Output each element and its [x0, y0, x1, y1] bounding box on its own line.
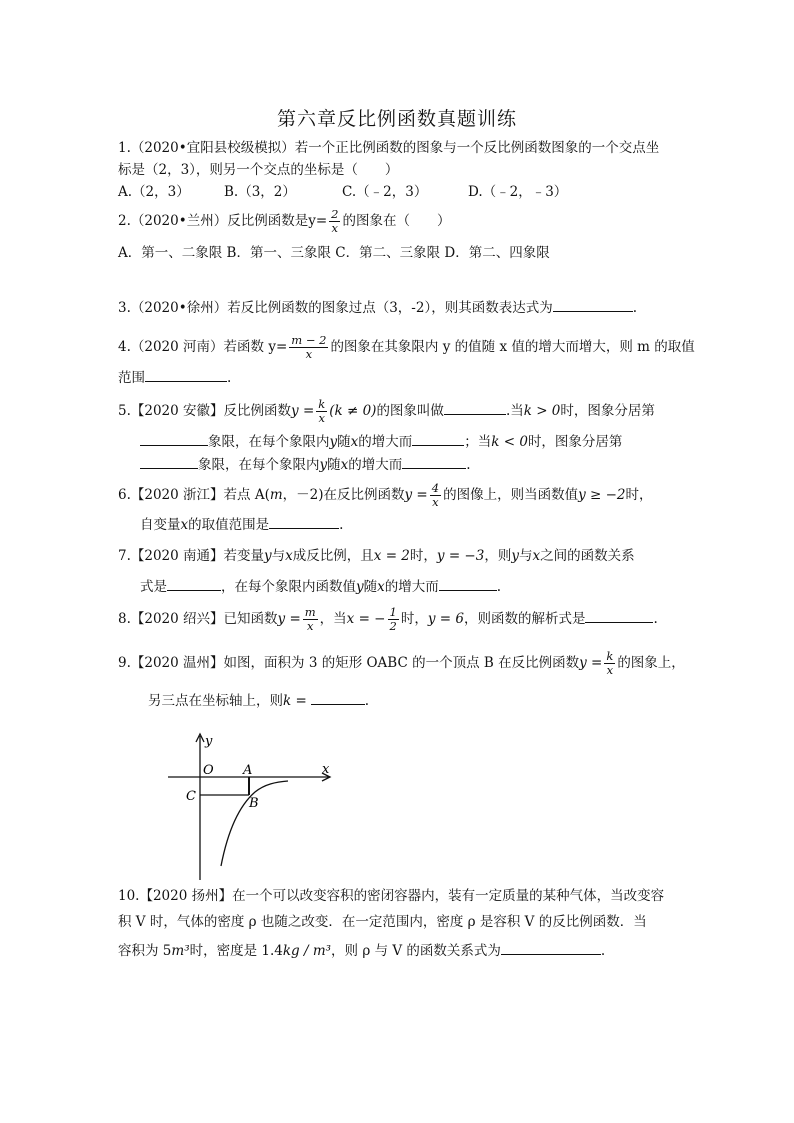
q9-numerator: k [606, 649, 614, 663]
q8-text: 8.【2020 绍兴】已知函数 [118, 611, 278, 627]
q8-line [118, 606, 658, 633]
q5-end: . [466, 457, 471, 473]
q4-range-label: 范围 [118, 370, 145, 386]
q5-text: 5.【2020 安徽】反比例函数 [118, 403, 292, 419]
q1-option-b: B.（3，2） [224, 184, 296, 200]
q2-text: 2.（2020•兰州）反比例函数是y= [118, 213, 328, 229]
q3-end: . [632, 300, 637, 316]
q8-x-eq: x = − [346, 611, 386, 627]
q8-b: 时， [400, 611, 428, 627]
q9-answer-blank[interactable] [311, 690, 365, 705]
q5-k-positive: k > 0 [523, 403, 561, 419]
point-b-label: B [249, 796, 259, 811]
q4-numerator: m − 2 [291, 333, 327, 347]
q7-h: 随 [363, 579, 378, 595]
q8-half-fraction [388, 606, 399, 633]
q8-end: . [653, 611, 658, 627]
q8-y-eq: y = [277, 611, 301, 627]
q5-numerator: k [318, 397, 326, 411]
q1-option-d: D.（﹣2，﹣3） [468, 184, 568, 200]
q9-text: 9.【2020 温州】如图，面积为 3 的矩形 OABC 的一个顶点 B 在反比例函数 [118, 655, 580, 671]
q5-l2a: 象限，在每个象限内 [208, 434, 330, 450]
q6-line1 [118, 482, 653, 509]
q6-line2 [140, 514, 343, 535]
q6-end: . [339, 517, 344, 533]
q6-m: m [269, 487, 283, 503]
q8-fraction [303, 606, 318, 633]
q6-answer-blank[interactable] [269, 514, 339, 529]
q5-l2c: 的增大而 [358, 434, 413, 450]
q5-k-negative: k < 0 [491, 434, 528, 450]
q7-x-cond: x = 2 [373, 548, 410, 564]
q7-g: ，在每个象限内函数值 [221, 579, 356, 595]
q10-l3b: 时，密度是 1.4 [189, 943, 283, 959]
q6-text2: ，－2)在反比例函数 [282, 487, 405, 503]
q10-l3a: 容积为 5 [118, 943, 172, 959]
q2-denominator: x [331, 221, 339, 235]
q5-y-2: y [319, 457, 328, 473]
q7-c: 时， [409, 548, 437, 564]
q8-numerator: m [304, 605, 316, 619]
q7-y-2: y [511, 548, 519, 564]
q5-l2b: 随 [337, 434, 351, 450]
q7-y-3: y [356, 579, 364, 595]
q5-blank-1[interactable] [444, 400, 506, 415]
q1-option-a: A.（2，3） [118, 184, 190, 200]
q7-d: ，则 [484, 548, 512, 564]
q4-text-end: 的图象在其象限内 y 的值随 x 值的增大而增大，则 m 的取值 [330, 339, 695, 355]
q1-line1: 1.（2020•宜阳县校级模拟）若一个正比例函数的图象与一个反比例函数图象的一个交点坐 [118, 140, 660, 156]
q6-line2-text: 自变量 [140, 517, 181, 533]
q5-x: x [350, 434, 359, 450]
q7-x: x [285, 548, 293, 564]
q9-k-eq: k = [283, 693, 307, 709]
q5-l3b: 随 [327, 457, 341, 473]
q10-line2: 积 V 时，气体的密度 ρ 也随之改变．在一定范围内，密度 ρ 是容积 V 的反比例函数．当 [118, 914, 647, 930]
q7-x-2: x [532, 548, 541, 564]
page-title: 第六章反比例函数真题训练 [276, 108, 517, 130]
q5-mid2: .当 [505, 403, 524, 419]
point-c-label: C [186, 789, 196, 804]
q3-text: 3.（2020•徐州）若反比例函数的图象过点（3，-2），则其函数表达式为 [118, 300, 553, 316]
q7-y: y [264, 548, 272, 564]
q7-text: 7.【2020 南通】若变量 [118, 548, 265, 564]
q5-y: y [329, 434, 338, 450]
q8-answer-blank[interactable] [585, 608, 653, 623]
q7-line2 [140, 576, 501, 597]
hyperbola-curve [221, 781, 288, 866]
q5-fraction [316, 398, 327, 425]
q9-line2 [148, 690, 369, 711]
q7-e: 与 [518, 548, 533, 564]
q1-option-c: C.（﹣2，3） [342, 184, 428, 200]
q5-line1 [118, 398, 655, 425]
q8-c: ，则函数的解析式是 [463, 611, 586, 627]
q8-a: ，当 [319, 611, 347, 627]
q5-l3c: 的增大而 [348, 457, 403, 473]
q2-options: A．第一、二象限 B．第一、三象限 C．第二、三象限 D．第二、四象限 [118, 245, 550, 261]
q7-line1 [118, 546, 635, 566]
q9-fraction [604, 650, 615, 677]
q3-line [118, 297, 637, 318]
q5-denominator: x [318, 411, 325, 425]
q4-denominator: x [305, 347, 313, 361]
q2-numerator: 2 [331, 207, 339, 221]
q5-l2d: ；当 [464, 434, 492, 450]
q10-m3: m³ [171, 943, 190, 959]
q9-line2-text: 另三点在坐标轴上，则 [148, 693, 283, 709]
q3-answer-blank[interactable] [553, 297, 633, 312]
q6-numerator: 4 [431, 481, 440, 495]
q4-end: . [227, 370, 232, 386]
q9-denominator: x [606, 663, 614, 677]
q6-x: x [180, 517, 189, 533]
q4-answer-blank[interactable] [145, 367, 227, 382]
q10-end: . [600, 943, 606, 959]
q5-x-2: x [340, 457, 349, 473]
origin-label: O [203, 763, 214, 778]
q8-y-value: y = 6 [427, 611, 464, 627]
q7-y-cond: y = −3 [436, 548, 485, 564]
q5-mid3: 时，图象分居第 [560, 403, 655, 419]
q4-line1 [118, 334, 695, 361]
q10-unit: kg / m³ [282, 943, 332, 959]
q10-answer-blank[interactable] [501, 940, 601, 955]
q10-line3 [118, 940, 605, 961]
q5-l3a: 象限，在每个象限内 [198, 457, 320, 473]
q7-line2-text: 式是 [140, 579, 167, 595]
q7-a: 与 [271, 548, 286, 564]
q6-y-eq: y = [404, 487, 428, 503]
q6-condition: y ≥ −2 [578, 487, 626, 503]
q7-i: 的增大而 [384, 579, 439, 595]
q10-line1: 10.【2020 扬州】在一个可以改变容积的密闭容器内，装有一定质量的某种气体，当改变容 [118, 888, 665, 904]
q5-blank-4[interactable] [140, 454, 198, 469]
q7-blank-2[interactable] [439, 576, 497, 591]
point-a-label: A [243, 763, 253, 778]
q10-l3c: ，则 ρ 与 V 的函数关系式为 [331, 943, 501, 959]
q8-denominator: x [306, 619, 314, 633]
q6-post: 的图像上，则当函数值 [443, 487, 579, 503]
q5-line3 [140, 454, 471, 475]
q1-line2: 标是（2，3），则另一个交点的坐标是（ ） [118, 162, 399, 178]
q9-post: 的图象上， [617, 655, 685, 671]
q7-f: 之间的函数关系 [540, 548, 635, 564]
q4-line2 [118, 367, 231, 388]
q9-end: . [364, 693, 370, 709]
q2-line1 [118, 208, 450, 235]
q6-fraction [430, 482, 441, 509]
q9-y-eq: y = [579, 655, 603, 671]
q5-y-eq: y = [291, 403, 315, 419]
q5-condition: (k ≠ 0) [329, 403, 377, 419]
y-axis-label: y [205, 734, 213, 749]
y-axis-arrow [196, 734, 204, 742]
q2-fraction [329, 208, 340, 235]
q5-blank-5[interactable] [402, 454, 466, 469]
q2-text-end: 的图象在（ ） [342, 213, 451, 229]
x-axis-arrow [322, 773, 330, 781]
q8-half-numerator: 1 [389, 605, 397, 619]
q7-blank-1[interactable] [167, 576, 221, 591]
q5-blank-2[interactable] [140, 431, 208, 446]
x-axis-label: x [322, 762, 330, 777]
q6-text: 6.【2020 浙江】若点 A( [118, 487, 270, 503]
q6-post2: 时， [625, 487, 653, 503]
q7-b: 成反比例，且 [292, 548, 374, 564]
q8-half-denominator: 2 [389, 619, 397, 633]
q5-mid1: 的图象叫做 [376, 403, 444, 419]
q7-x-3: x [377, 579, 385, 595]
q4-fraction [289, 334, 328, 361]
q4-text: 4.（2020 河南）若函数 y= [118, 339, 288, 355]
q7-end: . [496, 579, 502, 595]
q5-l2e: 时，图象分居第 [527, 434, 623, 450]
q5-line2 [140, 431, 622, 452]
q6-denominator: x [432, 495, 439, 509]
q5-blank-3[interactable] [412, 431, 464, 446]
q6-line2b: 的取值范围是 [188, 517, 270, 533]
q9-line1 [118, 650, 685, 677]
